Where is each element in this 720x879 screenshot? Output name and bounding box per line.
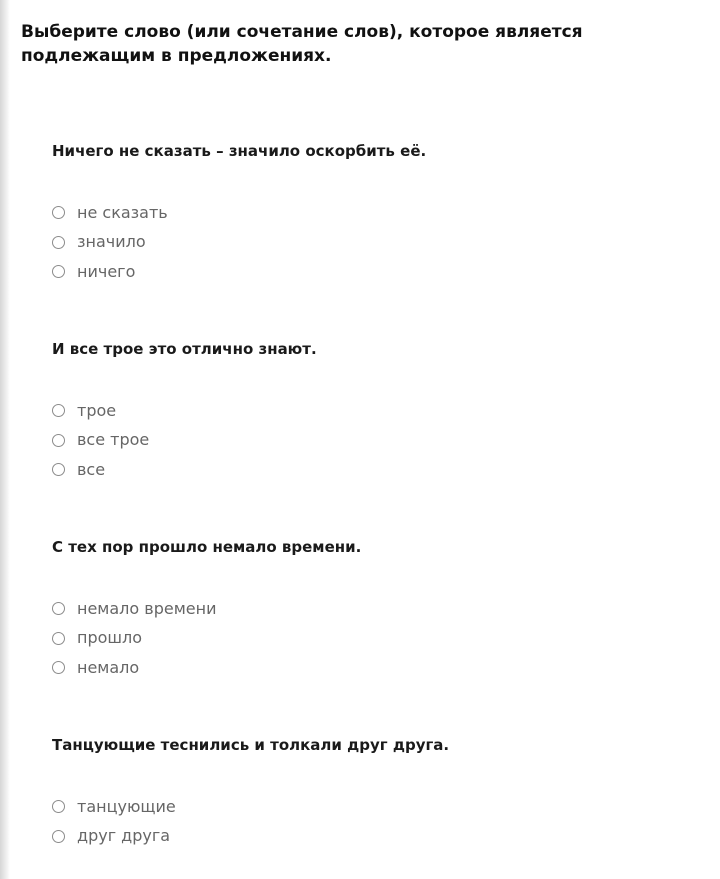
answer-option-label: танцующие [77,796,176,816]
answer-option-label: трое [77,400,117,420]
question-sentence: Ничего не сказать – значило оскорбить её. [52,142,427,160]
answer-option-label: немало [77,657,140,677]
answer-option[interactable] [52,257,168,287]
answer-option-label: все трое [77,430,150,450]
answer-option[interactable] [52,396,149,426]
question-3 [52,537,692,677]
answer-options [52,792,176,851]
radio-button[interactable] [52,800,65,813]
answer-option-label: значило [77,232,146,252]
answer-option[interactable] [52,653,216,683]
radio-button[interactable] [52,434,65,447]
answer-option-label: все [77,459,106,479]
question-4 [52,735,692,846]
question-sentence: И все трое это отлично знают. [52,340,317,358]
radio-button[interactable] [52,661,65,674]
task-title: Выберите слово (или сочетание слов), которое является подлежащим в предложениях. [21,22,583,66]
question-sentence: С тех пор прошло немало времени. [52,538,362,556]
answer-option[interactable] [52,822,176,852]
radio-button[interactable] [52,404,65,417]
answer-option-label: прошло [77,628,143,648]
answer-options [52,198,168,287]
question-1 [52,141,692,281]
answer-option[interactable] [52,198,168,228]
answer-option[interactable] [52,426,149,456]
answer-options [52,594,216,683]
answer-option[interactable] [52,624,216,654]
question-sentence: Танцующие теснились и толкали друг друга. [52,736,450,754]
radio-button[interactable] [52,632,65,645]
radio-button[interactable] [52,830,65,843]
answer-option-label: не сказать [77,202,168,222]
answer-option[interactable] [52,792,176,822]
left-panel-shadow [0,0,10,879]
answer-option[interactable] [52,228,168,258]
answer-option-label: друг друга [77,826,171,846]
radio-button[interactable] [52,206,65,219]
radio-button[interactable] [52,265,65,278]
radio-button[interactable] [52,236,65,249]
answer-option[interactable] [52,594,216,624]
radio-button[interactable] [52,463,65,476]
answer-option-label: ничего [77,261,136,281]
answer-option[interactable] [52,455,149,485]
answer-options [52,396,149,485]
answer-option-label: немало времени [77,598,217,618]
radio-button[interactable] [52,602,65,615]
question-2 [52,339,692,479]
